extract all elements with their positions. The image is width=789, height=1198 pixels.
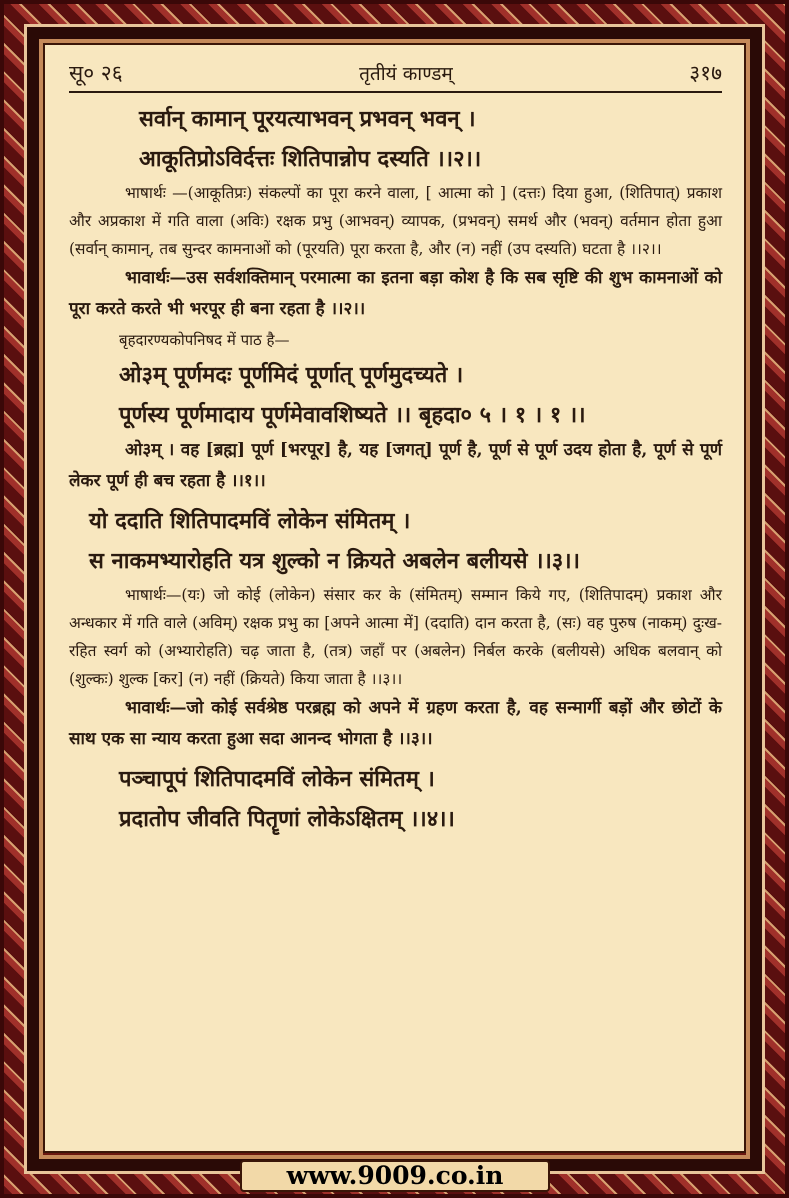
book-page: [43, 43, 746, 1153]
mantra-4-line-2: प्रदातोप जीवति पितॄणां लोकेऽक्षितम् ।।४।।: [119, 806, 455, 832]
mantra-2-line-1: सर्वान् कामान् पूरयत्याभवन् प्रभवन् भवन् ।: [139, 106, 476, 132]
sukta-number: सू० २६: [69, 61, 123, 85]
bhashartha-2: भाषार्थः —(आकूतिप्रः) संकल्पों का पूरा करने वाला, [ आत्मा को ] (दत्तः) दिया हुआ, (शितिपात्) प्रकाश और अप्रकाश में गति वाला (अविः) रक्षक प्रभु (आभवन्) व्यापक, (प्रभवन्) समर्थ और (भवन्) वर्तमान होता हुआ (सर्वान् कामान्, तब सुन्दर कामनाओं को (पूरयति) पूरा करता है, और (न) नहीं (उप दस्यति) घटता है ।।२।।: [69, 184, 722, 258]
page-header: [69, 45, 722, 93]
mantra-4-line-1: पञ्चापूपं शितिपादमविं लोकेन संमितम् ।: [119, 766, 435, 792]
page-number: ३१७: [689, 61, 722, 85]
website-url: www.9009.co.in: [286, 1161, 504, 1190]
bhavartha-3: भावार्थः—जो कोई सर्वश्रेष्ठ परब्रह्म को अपने में ग्रहण करता है, वह सन्मार्गी बड़ों और छोटों के साथ एक सा न्याय करता हुआ सदा आनन्द भोगता है ।।३।।: [69, 698, 722, 749]
mantra-3-line-1: यो ददाति शितिपादमविं लोकेन संमितम् ।: [89, 508, 411, 534]
bhashartha-3: भाषार्थः—(यः) जो कोई (लोकेन) संसार कर के (संमितम्) सम्मान किये गए, (शितिपादम्) प्रकाश और अन्धकार में गति वाले (अविम्) रक्षक प्रभु का [अपने आत्मा में] (ददाति) दान करता है, (सः) वह पुरुष (नाकम्) दुःख-रहित स्वर्ग को (अभ्यारोहति) चढ़ जाता है, (तत्र) जहाँ पर (अबलेन) निर्बल करके (बलीयसे) अधिक बलवान् को (शुल्कः) शुल्क [कर] (न) नहीं (क्रियते) किया जाता है ।।३।।: [69, 586, 722, 688]
website-footer: [240, 1160, 550, 1192]
upanishad-line-2: पूर्णस्य पूर्णमादाय पूर्णमेवावशिष्यते ।। बृहदा० ५ । १ । १ ।।: [119, 402, 586, 428]
kanda-title: तृतीयं काण्डम्: [359, 63, 453, 85]
upanishad-note: बृहदारण्यकोपनिषद में पाठ है—: [119, 331, 290, 349]
bhavartha-2: भावार्थः—उस सर्वशक्तिमान् परमात्मा का इतना बड़ा कोश है कि सब सृष्टि की शुभ कामनाओं को पूरा करते करते भी भरपूर ही बना रहता है ।।२।।: [69, 268, 722, 319]
upanishad-line-1: ओ३म् पूर्णमदः पूर्णमिदं पूर्णात् पूर्णमुदच्यते ।: [119, 362, 464, 388]
upanishad-meaning: ओ३म् । वह [ब्रह्म] पूर्ण [भरपूर] है, यह [जगत्] पूर्ण है, पूर्ण से पूर्ण उदय होता है, पूर्ण से पूर्ण लेकर पूर्ण ही बच रहता है ।।१।।: [69, 440, 722, 491]
mantra-3-line-2: स नाकमभ्यारोहति यत्र शुल्को न क्रियते अबलेन बलीयसे ।।३।।: [89, 548, 580, 574]
mantra-2-line-2: आकूतिप्रोऽविर्दत्तः शितिपान्नोप दस्यति ।।२।।: [139, 146, 482, 172]
